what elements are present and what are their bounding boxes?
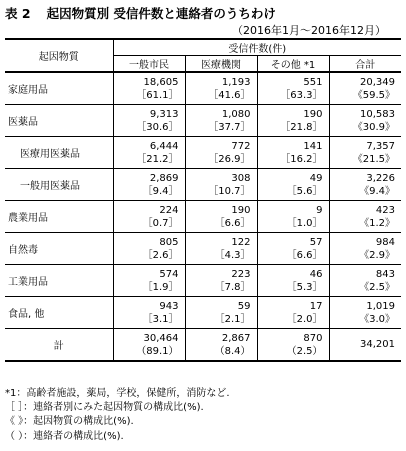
column-header: 一般市民 bbox=[113, 56, 185, 73]
count-value: 18,605 bbox=[143, 76, 179, 88]
row-label: 医薬品 bbox=[5, 105, 113, 137]
column-header: 医療機関 bbox=[185, 56, 257, 73]
value-cell bbox=[329, 329, 401, 362]
ratio-value: ［37.7］ bbox=[208, 121, 251, 133]
ratio-value: ［2.0］ bbox=[286, 313, 323, 325]
ratio-value: 《2.9》 bbox=[359, 249, 395, 261]
table-row bbox=[5, 137, 401, 169]
count-value: 190 bbox=[231, 204, 251, 216]
ratio-value: 《9.4》 bbox=[359, 185, 395, 197]
value-cell bbox=[257, 201, 329, 233]
ratio-value: ［0.7］ bbox=[142, 217, 179, 229]
ratio-value: ［6.6］ bbox=[214, 217, 251, 229]
ratio-value: 《3.0》 bbox=[359, 313, 395, 325]
count-value: 223 bbox=[231, 268, 251, 280]
row-label: 工業用品 bbox=[5, 265, 113, 297]
row-label: 医療用医薬品 bbox=[5, 137, 113, 169]
ratio-value: 《1.2》 bbox=[359, 217, 395, 229]
column-header: 合計 bbox=[329, 56, 401, 73]
footnote: 《 》：起因物質の構成比(%). bbox=[5, 416, 134, 428]
table-row bbox=[5, 169, 401, 201]
value-cell bbox=[185, 169, 257, 201]
value-cell bbox=[329, 265, 401, 297]
row-label: 一般用医薬品 bbox=[5, 169, 113, 201]
ratio-value: ［2.6］ bbox=[142, 249, 179, 261]
value-cell bbox=[257, 265, 329, 297]
value-cell bbox=[185, 329, 257, 362]
value-cell bbox=[257, 105, 329, 137]
ratio-value: ［3.1］ bbox=[142, 313, 179, 325]
value-cell bbox=[113, 233, 185, 265]
value-cell bbox=[329, 233, 401, 265]
total-row bbox=[5, 329, 401, 362]
category-header: 起因物質 bbox=[5, 39, 113, 72]
ratio-value: 《30.9》 bbox=[352, 121, 395, 133]
value-cell bbox=[113, 105, 185, 137]
value-cell bbox=[329, 137, 401, 169]
value-cell bbox=[185, 105, 257, 137]
table-row bbox=[5, 201, 401, 233]
ratio-value: ［7.8］ bbox=[214, 281, 251, 293]
ratio-value: ［21.2］ bbox=[136, 153, 179, 165]
row-label: 食品, 他 bbox=[5, 297, 113, 329]
ratio-value: ［4.3］ bbox=[214, 249, 251, 261]
count-value: 20,349 bbox=[360, 76, 395, 88]
count-value: 49 bbox=[309, 172, 323, 184]
table-row bbox=[5, 233, 401, 265]
count-value: 574 bbox=[159, 268, 179, 280]
value-cell bbox=[329, 105, 401, 137]
value-cell bbox=[185, 137, 257, 169]
value-cell bbox=[113, 329, 185, 362]
row-label: 計 bbox=[5, 329, 113, 362]
ratio-value: 《21.5》 bbox=[352, 153, 395, 165]
count-value: 870 bbox=[303, 332, 323, 344]
count-value: 57 bbox=[309, 236, 323, 248]
count-value: 1,193 bbox=[221, 76, 251, 88]
ratio-value: ［6.6］ bbox=[286, 249, 323, 261]
value-cell bbox=[185, 265, 257, 297]
ratio-value: ［41.6］ bbox=[208, 89, 251, 101]
table-row bbox=[5, 72, 401, 105]
count-value: 34,201 bbox=[360, 339, 395, 350]
period: （2016年1月〜2016年12月） bbox=[232, 24, 386, 37]
value-cell bbox=[185, 297, 257, 329]
count-value: 7,357 bbox=[366, 140, 395, 152]
ratio-value: ［5.3］ bbox=[286, 281, 323, 293]
footnote: ［ ］：連絡者別にみた起因物質の構成比(%). bbox=[5, 402, 204, 414]
count-value: 308 bbox=[231, 172, 251, 184]
count-value: 59 bbox=[237, 300, 251, 312]
value-cell bbox=[329, 201, 401, 233]
ratio-value: ［16.2］ bbox=[280, 153, 323, 165]
ratio-value: ［9.4］ bbox=[142, 185, 179, 197]
ratio-value: 《2.5》 bbox=[359, 281, 395, 293]
value-cell bbox=[329, 169, 401, 201]
value-cell bbox=[113, 201, 185, 233]
count-value: 9 bbox=[316, 204, 323, 216]
value-cell bbox=[113, 169, 185, 201]
count-value: 2,869 bbox=[149, 172, 179, 184]
footnotes bbox=[5, 387, 230, 444]
value-cell bbox=[257, 233, 329, 265]
title-text: 起因物質別 受信件数と連絡者のうちわけ bbox=[46, 6, 276, 21]
count-value: 984 bbox=[375, 236, 395, 248]
table-row bbox=[5, 297, 401, 329]
count-value: 843 bbox=[375, 268, 395, 280]
count-value: 9,313 bbox=[149, 108, 179, 120]
ratio-value: 《59.5》 bbox=[352, 89, 395, 101]
value-cell bbox=[257, 297, 329, 329]
ratio-value: （2.5） bbox=[286, 345, 323, 357]
ratio-value: ［10.7］ bbox=[208, 185, 251, 197]
value-cell bbox=[113, 265, 185, 297]
row-label: 自然毒 bbox=[5, 233, 113, 265]
ratio-value: ［21.8］ bbox=[280, 121, 323, 133]
column-header: その他 *1 bbox=[257, 56, 329, 73]
count-value: 943 bbox=[159, 300, 179, 312]
ratio-value: ［1.9］ bbox=[142, 281, 179, 293]
count-value: 1,080 bbox=[221, 108, 251, 120]
table-number: 表 2 bbox=[5, 6, 31, 21]
value-cell bbox=[113, 297, 185, 329]
group-header: 受信件数(件) bbox=[113, 39, 401, 56]
ratio-value: ［1.0］ bbox=[286, 217, 323, 229]
value-cell bbox=[329, 297, 401, 329]
value-cell bbox=[257, 169, 329, 201]
value-cell bbox=[257, 329, 329, 362]
value-cell bbox=[329, 72, 401, 105]
ratio-value: （8.4） bbox=[214, 345, 251, 357]
value-cell bbox=[185, 201, 257, 233]
ratio-value: ［30.6］ bbox=[136, 121, 179, 133]
count-value: 6,444 bbox=[149, 140, 179, 152]
count-value: 30,464 bbox=[143, 332, 179, 344]
ratio-value: ［2.1］ bbox=[214, 313, 251, 325]
value-cell bbox=[113, 72, 185, 105]
ratio-value: ［63.3］ bbox=[280, 89, 323, 101]
count-value: 224 bbox=[159, 204, 179, 216]
value-cell bbox=[185, 233, 257, 265]
data-table bbox=[5, 38, 401, 362]
ratio-value: ［61.1］ bbox=[136, 89, 179, 101]
count-value: 423 bbox=[375, 204, 395, 216]
count-value: 2,867 bbox=[221, 332, 251, 344]
value-cell bbox=[113, 137, 185, 169]
table-row bbox=[5, 265, 401, 297]
row-label: 農業用品 bbox=[5, 201, 113, 233]
footnote: *1：高齢者施設，薬局，学校，保健所，消防など. bbox=[5, 388, 230, 399]
table-body bbox=[5, 72, 401, 361]
count-value: 46 bbox=[309, 268, 323, 280]
ratio-value: ［5.6］ bbox=[286, 185, 323, 197]
count-value: 1,019 bbox=[366, 300, 395, 312]
value-cell bbox=[185, 72, 257, 105]
table-row bbox=[5, 105, 401, 137]
count-value: 10,583 bbox=[360, 108, 395, 120]
table-title bbox=[5, 4, 276, 22]
count-value: 551 bbox=[303, 76, 323, 88]
count-value: 772 bbox=[231, 140, 251, 152]
ratio-value: ［26.9］ bbox=[208, 153, 251, 165]
count-value: 17 bbox=[309, 300, 323, 312]
count-value: 141 bbox=[303, 140, 323, 152]
row-label: 家庭用品 bbox=[5, 72, 113, 105]
count-value: 805 bbox=[159, 236, 179, 248]
value-cell bbox=[257, 72, 329, 105]
count-value: 190 bbox=[303, 108, 323, 120]
value-cell bbox=[257, 137, 329, 169]
ratio-value: （89.1） bbox=[136, 345, 179, 357]
footnote: （ ）：連絡者の構成比(%). bbox=[5, 430, 124, 442]
count-value: 122 bbox=[231, 236, 251, 248]
count-value: 3,226 bbox=[366, 172, 395, 184]
